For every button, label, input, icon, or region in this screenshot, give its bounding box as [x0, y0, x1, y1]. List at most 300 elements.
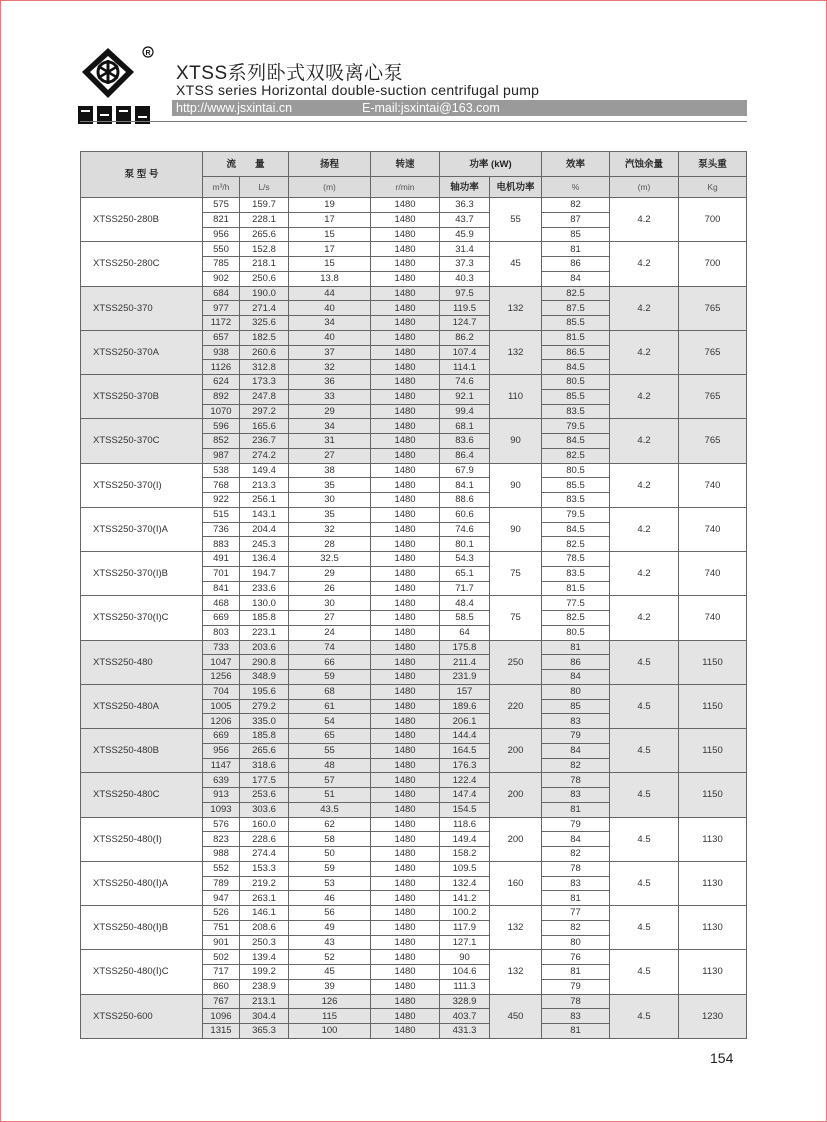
model-cell: XTSS250-480(Ⅰ)	[81, 817, 203, 861]
speed-cell: 1480	[371, 212, 440, 227]
shaft-power-cell: 74.6	[440, 375, 490, 390]
shaft-power-cell: 157	[440, 684, 490, 699]
flow-m3h-cell: 1126	[203, 360, 240, 375]
flow-m3h-cell: 938	[203, 345, 240, 360]
shaft-power-cell: 31.4	[440, 242, 490, 257]
npsh-cell: 4.5	[610, 950, 679, 994]
efficiency-cell: 83.5	[542, 566, 610, 581]
weight-cell: 1130	[679, 817, 747, 861]
shaft-power-cell: 64	[440, 625, 490, 640]
shaft-power-cell: 83.6	[440, 434, 490, 449]
efficiency-cell: 77.5	[542, 596, 610, 611]
efficiency-cell: 80.5	[542, 463, 610, 478]
speed-cell: 1480	[371, 316, 440, 331]
shaft-power-cell: 97.5	[440, 286, 490, 301]
efficiency-cell: 84	[542, 670, 610, 685]
motor-power-cell: 220	[490, 684, 542, 728]
model-cell: XTSS250-480C	[81, 773, 203, 817]
speed-cell: 1480	[371, 640, 440, 655]
shaft-power-cell: 176.3	[440, 758, 490, 773]
motor-power-cell: 132	[490, 906, 542, 950]
flow-m3h-cell: 468	[203, 596, 240, 611]
flow-ls-cell: 165.6	[240, 419, 289, 434]
flow-ls-cell: 236.7	[240, 434, 289, 449]
speed-cell: 1480	[371, 389, 440, 404]
npsh-cell: 4.2	[610, 463, 679, 507]
speed-cell: 1480	[371, 891, 440, 906]
website-link[interactable]: http://www.jsxintai.cn	[176, 101, 293, 115]
shaft-power-cell: 149.4	[440, 832, 490, 847]
flow-m3h-cell: 789	[203, 876, 240, 891]
page-number: 154	[710, 1050, 734, 1066]
head-cell: 36	[289, 375, 371, 390]
npsh-cell: 4.2	[610, 596, 679, 640]
efficiency-cell: 81.5	[542, 581, 610, 596]
efficiency-cell: 84.5	[542, 434, 610, 449]
flow-ls-cell: 274.4	[240, 847, 289, 862]
flow-m3h-cell: 1070	[203, 404, 240, 419]
company-logo	[76, 44, 158, 128]
speed-cell: 1480	[371, 920, 440, 935]
model-cell: XTSS250-600	[81, 994, 203, 1038]
model-cell: XTSS250-280B	[81, 198, 203, 242]
speed-cell: 1480	[371, 847, 440, 862]
motor-power-cell: 75	[490, 552, 542, 596]
head-cell: 61	[289, 699, 371, 714]
flow-ls-cell: 213.1	[240, 994, 289, 1009]
npsh-cell: 4.2	[610, 242, 679, 286]
table-row	[81, 286, 747, 301]
efficiency-cell: 87	[542, 212, 610, 227]
shaft-power-cell: 431.3	[440, 1024, 490, 1039]
efficiency-cell: 78.5	[542, 552, 610, 567]
weight-cell: 1130	[679, 950, 747, 994]
head-cell: 38	[289, 463, 371, 478]
npsh-cell: 4.2	[610, 286, 679, 330]
flow-ls-cell: 185.8	[240, 729, 289, 744]
head-cell: 33	[289, 389, 371, 404]
flow-ls-cell: 228.1	[240, 212, 289, 227]
speed-cell: 1480	[371, 493, 440, 508]
shaft-power-cell: 68.1	[440, 419, 490, 434]
flow-ls-cell: 152.8	[240, 242, 289, 257]
flow-ls-cell: 238.9	[240, 979, 289, 994]
speed-cell: 1480	[371, 950, 440, 965]
catalog-title-english: XTSS series Horizontal double-suction centrifugal pump	[176, 82, 540, 98]
shaft-power-cell: 206.1	[440, 714, 490, 729]
flow-m3h-cell: 657	[203, 330, 240, 345]
head-cell: 58	[289, 832, 371, 847]
efficiency-cell: 85.5	[542, 389, 610, 404]
weight-cell: 1230	[679, 994, 747, 1038]
flow-ls-cell: 218.1	[240, 257, 289, 272]
motor-power-cell: 55	[490, 198, 542, 242]
speed-cell: 1480	[371, 684, 440, 699]
model-cell: XTSS250-370A	[81, 330, 203, 374]
shaft-power-cell: 71.7	[440, 581, 490, 596]
head-cell: 100	[289, 1024, 371, 1039]
head-cell: 54	[289, 714, 371, 729]
table-row	[81, 198, 747, 213]
flow-ls-cell: 260.6	[240, 345, 289, 360]
head-cell: 27	[289, 611, 371, 626]
head-cell: 59	[289, 670, 371, 685]
flow-m3h-cell: 717	[203, 965, 240, 980]
head-cell: 52	[289, 950, 371, 965]
head-cell: 32	[289, 360, 371, 375]
shaft-power-cell: 175.8	[440, 640, 490, 655]
head-cell: 55	[289, 743, 371, 758]
speed-cell: 1480	[371, 611, 440, 626]
head-cell: 126	[289, 994, 371, 1009]
efficiency-cell: 77	[542, 906, 610, 921]
speed-cell: 1480	[371, 965, 440, 980]
flow-ls-cell: 253.6	[240, 788, 289, 803]
efficiency-cell: 86	[542, 655, 610, 670]
efficiency-cell: 82	[542, 198, 610, 213]
efficiency-cell: 83	[542, 1009, 610, 1024]
head-cell: 53	[289, 876, 371, 891]
head-cell: 37	[289, 345, 371, 360]
weight-cell: 1130	[679, 861, 747, 905]
header-divider	[80, 121, 747, 122]
weight-cell: 700	[679, 198, 747, 242]
speed-cell: 1480	[371, 198, 440, 213]
npsh-cell: 4.5	[610, 861, 679, 905]
shaft-power-cell: 100.2	[440, 906, 490, 921]
table-row	[81, 817, 747, 832]
table-row	[81, 861, 747, 876]
shaft-power-cell: 43.7	[440, 212, 490, 227]
speed-cell: 1480	[371, 286, 440, 301]
flow-ls-cell: 130.0	[240, 596, 289, 611]
head-cell: 57	[289, 773, 371, 788]
flow-ls-cell: 233.6	[240, 581, 289, 596]
speed-cell: 1480	[371, 522, 440, 537]
head-cell: 65	[289, 729, 371, 744]
shaft-power-cell: 117.9	[440, 920, 490, 935]
efficiency-cell: 78	[542, 773, 610, 788]
flow-ls-cell: 143.1	[240, 507, 289, 522]
speed-cell: 1480	[371, 773, 440, 788]
head-cell: 31	[289, 434, 371, 449]
flow-ls-cell: 199.2	[240, 965, 289, 980]
flow-ls-cell: 297.2	[240, 404, 289, 419]
npsh-cell: 4.5	[610, 773, 679, 817]
efficiency-cell: 79.5	[542, 419, 610, 434]
shaft-power-cell: 58.5	[440, 611, 490, 626]
shaft-power-cell: 88.6	[440, 493, 490, 508]
model-cell: XTSS250-480(Ⅰ)B	[81, 906, 203, 950]
table-row	[81, 419, 747, 434]
weight-cell: 1150	[679, 773, 747, 817]
speed-cell: 1480	[371, 227, 440, 242]
efficiency-cell: 82	[542, 758, 610, 773]
speed-cell: 1480	[371, 994, 440, 1009]
npsh-cell: 4.5	[610, 640, 679, 684]
efficiency-cell: 86	[542, 257, 610, 272]
npsh-cell: 4.5	[610, 817, 679, 861]
shaft-power-cell: 403.7	[440, 1009, 490, 1024]
npsh-cell: 4.2	[610, 507, 679, 551]
efficiency-cell: 81	[542, 242, 610, 257]
flow-m3h-cell: 803	[203, 625, 240, 640]
speed-cell: 1480	[371, 271, 440, 286]
head-cell: 27	[289, 448, 371, 463]
weight-cell: 740	[679, 463, 747, 507]
speed-cell: 1480	[371, 566, 440, 581]
speed-cell: 1480	[371, 699, 440, 714]
efficiency-cell: 83	[542, 876, 610, 891]
table-row	[81, 950, 747, 965]
speed-cell: 1480	[371, 832, 440, 847]
model-cell: XTSS250-370(I)C	[81, 596, 203, 640]
model-cell: XTSS250-480(Ⅰ)C	[81, 950, 203, 994]
flow-m3h-cell: 576	[203, 817, 240, 832]
flow-m3h-cell: 821	[203, 212, 240, 227]
head-cell: 66	[289, 655, 371, 670]
flow-m3h-cell: 1315	[203, 1024, 240, 1039]
weight-cell: 740	[679, 596, 747, 640]
head-cell: 56	[289, 906, 371, 921]
efficiency-cell: 83.5	[542, 404, 610, 419]
model-cell: XTSS250-480(Ⅰ)A	[81, 861, 203, 905]
efficiency-cell: 84	[542, 832, 610, 847]
col-model-header: 泵 型 号	[81, 152, 203, 198]
flow-m3h-cell: 947	[203, 891, 240, 906]
efficiency-cell: 85	[542, 699, 610, 714]
spec-table-body	[81, 198, 747, 1039]
model-cell: XTSS250-370	[81, 286, 203, 330]
shaft-power-cell: 92.1	[440, 389, 490, 404]
npsh-cell: 4.2	[610, 375, 679, 419]
flow-ls-cell: 223.1	[240, 625, 289, 640]
speed-unit: r/min	[371, 177, 440, 198]
head-unit: (m)	[289, 177, 371, 198]
flow-m3h-cell: 704	[203, 684, 240, 699]
model-cell: XTSS250-280C	[81, 242, 203, 286]
flow-m3h-cell: 902	[203, 271, 240, 286]
npsh-cell: 4.5	[610, 684, 679, 728]
table-row	[81, 773, 747, 788]
flow-ls-cell: 219.2	[240, 876, 289, 891]
efficiency-cell: 80	[542, 684, 610, 699]
table-row	[81, 596, 747, 611]
flow-ls-cell: 365.3	[240, 1024, 289, 1039]
motor-power-cell: 200	[490, 729, 542, 773]
head-cell: 40	[289, 330, 371, 345]
col-flow-header: 流 量	[203, 152, 289, 177]
model-cell: XTSS250-370B	[81, 375, 203, 419]
efficiency-cell: 86.5	[542, 345, 610, 360]
head-cell: 17	[289, 212, 371, 227]
efficiency-cell: 82.5	[542, 611, 610, 626]
speed-cell: 1480	[371, 404, 440, 419]
flow-m3h-cell: 987	[203, 448, 240, 463]
flow-m3h-cell: 823	[203, 832, 240, 847]
weight-cell: 1150	[679, 640, 747, 684]
flow-ls-cell: 185.8	[240, 611, 289, 626]
flow-ls-cell: 146.1	[240, 906, 289, 921]
shaft-power-cell: 132.4	[440, 876, 490, 891]
flow-ls-cell: 290.8	[240, 655, 289, 670]
motor-power-cell: 450	[490, 994, 542, 1038]
flow-m3h-cell: 892	[203, 389, 240, 404]
speed-cell: 1480	[371, 802, 440, 817]
flow-m3h-cell: 913	[203, 788, 240, 803]
head-cell: 30	[289, 596, 371, 611]
shaft-power-cell: 164.5	[440, 743, 490, 758]
shaft-power-cell: 111.3	[440, 979, 490, 994]
speed-cell: 1480	[371, 758, 440, 773]
speed-cell: 1480	[371, 463, 440, 478]
head-cell: 43.5	[289, 802, 371, 817]
flow-m3h-cell: 538	[203, 463, 240, 478]
flow-m3h-cell: 1206	[203, 714, 240, 729]
efficiency-cell: 87.5	[542, 301, 610, 316]
motor-power-cell: 90	[490, 419, 542, 463]
head-cell: 43	[289, 935, 371, 950]
flow-ls-cell: 173.3	[240, 375, 289, 390]
flow-m3h-cell: 491	[203, 552, 240, 567]
head-cell: 39	[289, 979, 371, 994]
flow-m3h-cell: 550	[203, 242, 240, 257]
speed-cell: 1480	[371, 906, 440, 921]
shaft-power-cell: 86.4	[440, 448, 490, 463]
speed-cell: 1480	[371, 1009, 440, 1024]
npsh-unit: (m)	[610, 177, 679, 198]
flow-ls-cell: 213.3	[240, 478, 289, 493]
weight-cell: 1150	[679, 729, 747, 773]
flow-m3h-cell: 1096	[203, 1009, 240, 1024]
flow-ls-cell: 279.2	[240, 699, 289, 714]
motor-power-header: 电机功率	[490, 177, 542, 198]
catalog-title-chinese: XTSS系列卧式双吸离心泵	[176, 63, 404, 84]
col-head-header: 扬程	[289, 152, 371, 177]
shaft-power-cell: 189.6	[440, 699, 490, 714]
flow-m3h-cell: 669	[203, 729, 240, 744]
flow-m3h-cell: 977	[203, 301, 240, 316]
npsh-cell: 4.2	[610, 419, 679, 463]
flow-ls-cell: 204.4	[240, 522, 289, 537]
head-cell: 24	[289, 625, 371, 640]
head-cell: 29	[289, 566, 371, 581]
speed-cell: 1480	[371, 478, 440, 493]
head-cell: 32.5	[289, 552, 371, 567]
flow-m3h-cell: 575	[203, 198, 240, 213]
efficiency-unit: %	[542, 177, 610, 198]
flow-ls-cell: 190.0	[240, 286, 289, 301]
flow-m3h-cell: 1172	[203, 316, 240, 331]
flow-ls-cell: 177.5	[240, 773, 289, 788]
table-row	[81, 729, 747, 744]
flow-m3h-cell: 733	[203, 640, 240, 655]
efficiency-cell: 81	[542, 965, 610, 980]
shaft-power-cell: 90	[440, 950, 490, 965]
head-cell: 35	[289, 478, 371, 493]
speed-cell: 1480	[371, 330, 440, 345]
speed-cell: 1480	[371, 714, 440, 729]
head-cell: 115	[289, 1009, 371, 1024]
model-cell: XTSS250-480	[81, 640, 203, 684]
pump-spec-table	[80, 151, 747, 1039]
table-row	[81, 994, 747, 1009]
flow-m3h-cell: 841	[203, 581, 240, 596]
head-cell: 15	[289, 257, 371, 272]
efficiency-cell: 80.5	[542, 625, 610, 640]
efficiency-cell: 82	[542, 847, 610, 862]
npsh-cell: 4.5	[610, 906, 679, 950]
efficiency-cell: 76	[542, 950, 610, 965]
svg-text:R: R	[145, 50, 151, 57]
table-row	[81, 463, 747, 478]
shaft-power-cell: 67.9	[440, 463, 490, 478]
speed-cell: 1480	[371, 375, 440, 390]
speed-cell: 1480	[371, 537, 440, 552]
flow-m3h-cell: 768	[203, 478, 240, 493]
shaft-power-cell: 65.1	[440, 566, 490, 581]
head-cell: 59	[289, 861, 371, 876]
efficiency-cell: 80.5	[542, 375, 610, 390]
speed-cell: 1480	[371, 729, 440, 744]
flow-ls-cell: 303.6	[240, 802, 289, 817]
speed-cell: 1480	[371, 788, 440, 803]
head-cell: 45	[289, 965, 371, 980]
efficiency-cell: 81	[542, 640, 610, 655]
speed-cell: 1480	[371, 552, 440, 567]
speed-cell: 1480	[371, 817, 440, 832]
weight-cell: 1150	[679, 684, 747, 728]
table-row	[81, 640, 747, 655]
efficiency-cell: 79	[542, 817, 610, 832]
shaft-power-cell: 154.5	[440, 802, 490, 817]
motor-power-cell: 200	[490, 773, 542, 817]
flow-m3h-cell: 1093	[203, 802, 240, 817]
flow-m3h-cell: 515	[203, 507, 240, 522]
email-link[interactable]: E-mail:jsxintai@163.com	[362, 101, 500, 115]
flow-ls-cell: 250.6	[240, 271, 289, 286]
efficiency-cell: 82.5	[542, 537, 610, 552]
col-efficiency-header: 效率	[542, 152, 610, 177]
flow-m3h-cell: 526	[203, 906, 240, 921]
shaft-power-cell: 158.2	[440, 847, 490, 862]
model-cell: XTSS250-370(I)	[81, 463, 203, 507]
weight-unit: Kg	[679, 177, 747, 198]
speed-cell: 1480	[371, 979, 440, 994]
flow-m3h-cell: 767	[203, 994, 240, 1009]
flow-m3h-cell: 701	[203, 566, 240, 581]
npsh-cell: 4.2	[610, 330, 679, 374]
head-cell: 51	[289, 788, 371, 803]
contact-bar	[172, 100, 747, 116]
head-cell: 44	[289, 286, 371, 301]
head-cell: 68	[289, 684, 371, 699]
head-cell: 48	[289, 758, 371, 773]
col-speed-header: 转速	[371, 152, 440, 177]
flow-m3h-cell: 956	[203, 227, 240, 242]
shaft-power-cell: 211.4	[440, 655, 490, 670]
flow-m3h-cell: 785	[203, 257, 240, 272]
efficiency-cell: 84	[542, 271, 610, 286]
speed-cell: 1480	[371, 1024, 440, 1039]
efficiency-cell: 84.5	[542, 360, 610, 375]
flow-ls-cell: 256.1	[240, 493, 289, 508]
shaft-power-cell: 119.5	[440, 301, 490, 316]
weight-cell: 765	[679, 419, 747, 463]
flow-ls-cell: 271.4	[240, 301, 289, 316]
flow-m3h-cell: 956	[203, 743, 240, 758]
model-cell: XTSS250-480B	[81, 729, 203, 773]
